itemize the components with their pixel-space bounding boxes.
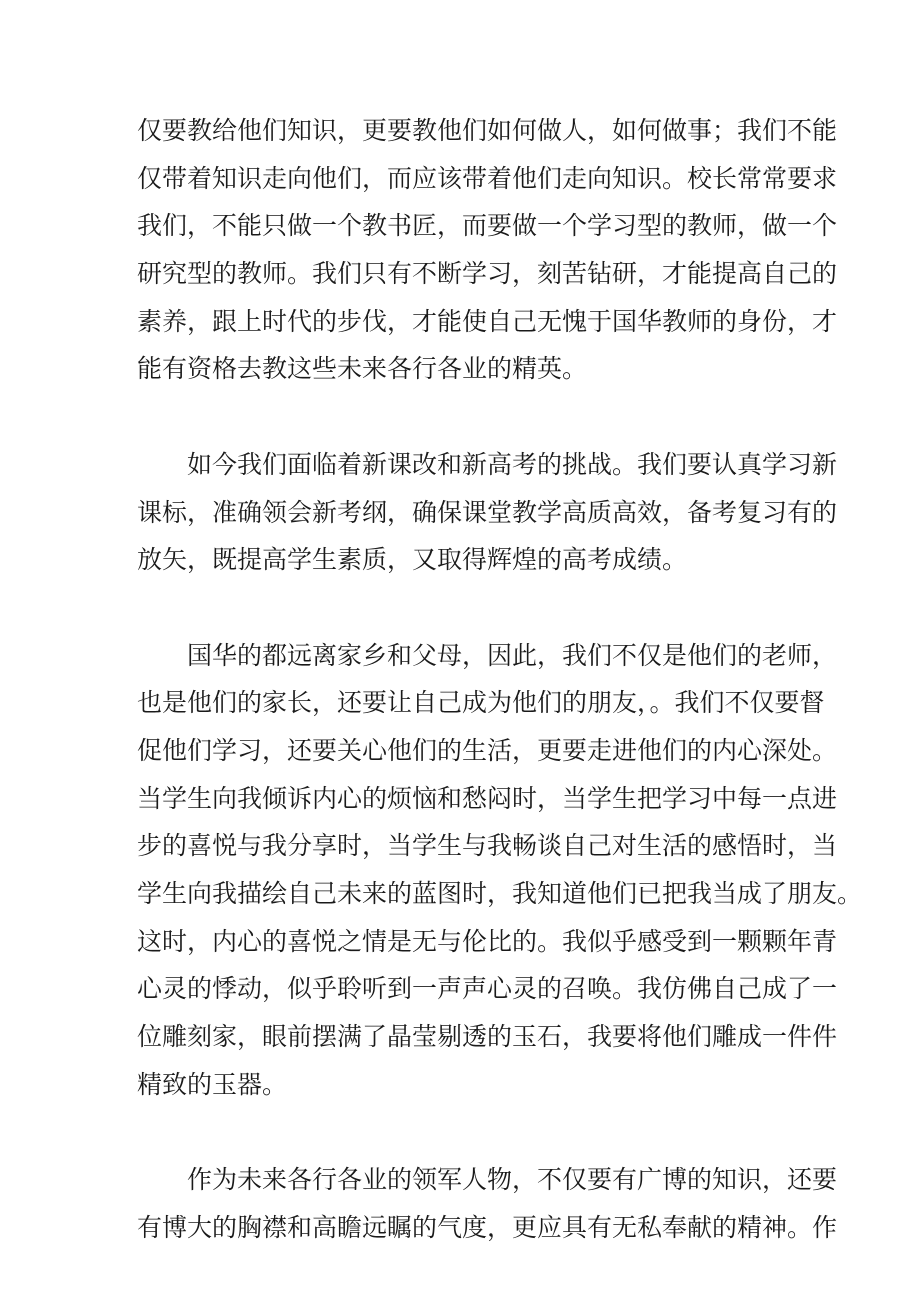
paragraph-spacer (137, 584, 787, 632)
text-line: 国华的都远离家乡和父母，因此，我们不仅是他们的老师， (187, 640, 838, 670)
text-line: 也是他们的家长，还要让自己成为他们的朋友，。我们不仅要督 (137, 688, 825, 718)
text-line: 学生向我描绘自己未来的蓝图时，我知道他们已把我当成了朋友。 (137, 879, 863, 908)
text-line: 作为未来各行各业的领军人物，不仅要有广博的知识，还要 (187, 1165, 838, 1195)
paragraph-2 (137, 441, 838, 584)
text-line: 步的喜悦与我分享时，当学生与我畅谈自己对生活的感悟时，当 (137, 831, 838, 861)
text-line: 仅要教给他们知识，更要教他们如何做人，如何做事；我们不能 (137, 116, 838, 145)
paragraph-spacer (137, 1108, 787, 1156)
text-line: 位雕刻家，眼前摆满了晶莹剔透的玉石，我要将他们雕成一件件 (137, 1022, 838, 1052)
paragraph-4 (137, 1156, 838, 1251)
text-line: 精致的玉器。 (137, 1069, 288, 1099)
text-line: 当学生向我倾诉内心的烦恼和愁闷时，当学生把学习中每一点进 (137, 783, 838, 813)
text-line: 研究型的教师。我们只有不断学习，刻苦钻研，才能提高自己的 (137, 259, 838, 289)
document-body (137, 107, 863, 1252)
text-line: 素养，跟上时代的步伐，才能使自己无愧于国华教师的身份，才 (137, 306, 838, 336)
text-line: 有博大的胸襟和高瞻远瞩的气度，更应具有无私奉献的精神。作 (137, 1212, 838, 1242)
text-line: 课标，准确领会新考纲，确保课堂教学高质高效，备考复习有的 (137, 497, 838, 527)
text-line: 如今我们面临着新课改和新高考的挑战。我们要认真学习新 (187, 449, 838, 479)
text-line: 仅带着知识走向他们，而应该带着他们走向知识。校长常常要求 (137, 163, 838, 193)
paragraph-spacer (137, 393, 787, 441)
text-line: 能有资格去教这些未来各行各业的精英。 (137, 354, 588, 384)
paragraph-1 (137, 107, 838, 393)
paragraph-3 (137, 632, 863, 1109)
text-line: 心灵的悸动，似乎聆听到一声声心灵的召唤。我仿佛自己成了一 (137, 974, 838, 1004)
text-line: 促他们学习，还要关心他们的生活，更要走进他们的内心深处。 (137, 735, 838, 765)
text-line: 我们，不能只做一个教书匠，而要做一个学习型的教师，做一个 (137, 211, 838, 241)
text-line: 放矢，既提高学生素质，又取得辉煌的高考成绩。 (137, 545, 688, 575)
text-line: 这时，内心的喜悦之情是无与伦比的。我似乎感受到一颗颗年青 (137, 926, 838, 956)
